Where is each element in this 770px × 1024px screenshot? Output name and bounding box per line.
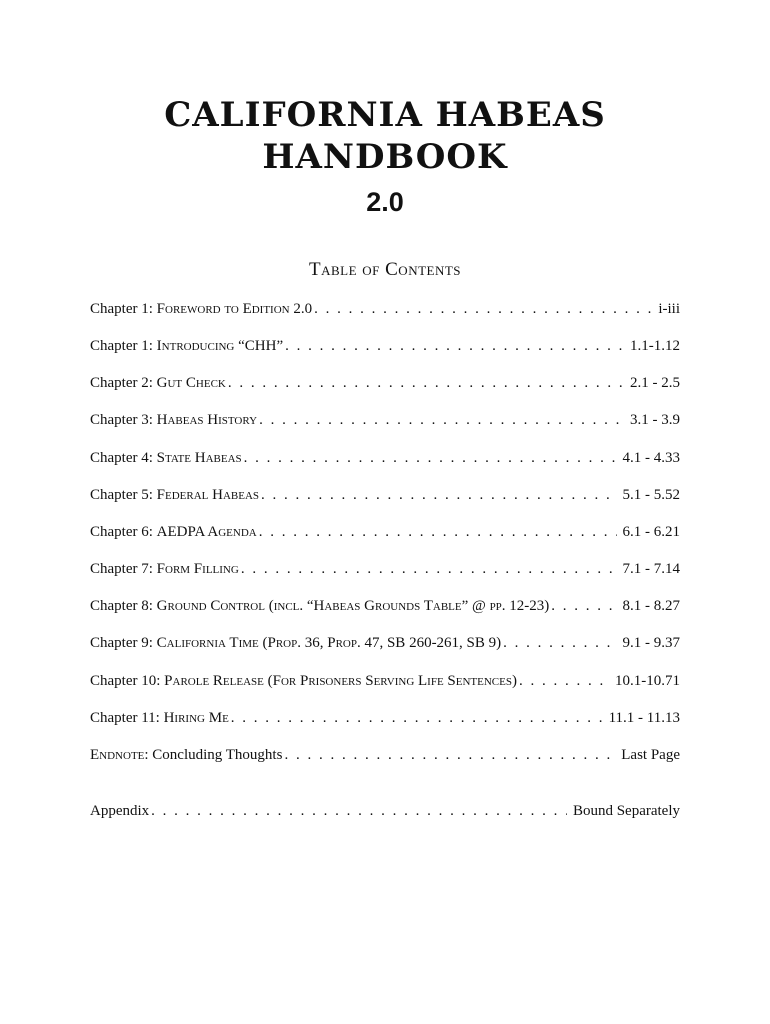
toc-entry-label [90,412,257,429]
toc-leader-dots [244,450,617,467]
toc-entry-page: 8.1 - 8.27 [622,598,680,614]
toc-entry[interactable] [90,524,680,546]
toc-entry-prefix: Chapter 9: [90,635,157,651]
toc-entry[interactable] [90,375,680,397]
toc-entry-page: 11.1 - 11.13 [608,710,680,726]
toc-entry-label [90,375,226,392]
toc-entry-prefix: Chapter 10: [90,673,165,689]
toc-leader-dots [228,375,624,392]
toc-entry-title: California Time (Prop. 36, Prop. 47, SB 260-261, SB 9) [156,635,502,651]
toc-entry-prefix: Chapter 5: [90,487,157,503]
toc-entry-prefix: Chapter 7: [90,561,157,577]
toc-entry-label [90,487,259,504]
toc-entry[interactable] [90,635,680,657]
toc-entry-page: 10.1-10.71 [615,673,680,689]
toc-entry-page: 4.1 - 4.33 [622,450,680,466]
edition-number: 2.0 [366,187,404,217]
toc-leader-dots [231,710,603,727]
toc-entry-title: Form Filling [156,561,239,577]
toc-entry-title: Ground Control (incl. “Habeas Grounds Table” @ pp. 12-23) [156,598,550,614]
toc-entry-title: Concluding Thoughts [152,747,283,763]
toc-entry-prefix: Appendix [90,803,150,819]
toc-leader-dots [151,803,567,820]
toc-entry-prefix: Chapter 8: [90,598,157,614]
toc-entry-label [90,524,257,541]
toc-leader-dots [285,338,624,355]
toc-leader-dots [259,524,617,541]
toc-entry-title: Gut Check [156,375,226,391]
toc-entry[interactable] [90,301,680,323]
toc-entry-prefix: Chapter 3: [90,412,157,428]
toc-leader-dots [241,561,617,578]
toc-entry-label [90,803,149,820]
toc-entry-label [90,747,282,764]
toc-entry[interactable] [90,673,680,695]
toc-entry-label [90,338,283,355]
toc-entry[interactable] [90,803,680,825]
toc-heading: Table of Contents [308,259,462,280]
toc-entry-label [90,673,517,690]
toc-entry-page: 5.1 - 5.52 [622,487,680,503]
toc-leader-dots [261,487,616,504]
toc-entry[interactable] [90,487,680,509]
toc-entry[interactable] [90,338,680,360]
toc-entry-page: Bound Separately [572,803,680,819]
toc-leader-dots [314,301,652,318]
document-title-line-2: HANDBOOK [262,137,508,177]
toc-leader-dots [259,412,624,429]
toc-entry[interactable] [90,747,680,769]
toc-entry-prefix: Chapter 6: [90,524,157,540]
toc-entry-title: Foreword to Edition 2.0 [156,301,313,317]
toc-entry-title: Parole Release (For Prisoners Serving Life Sentences) [164,673,517,689]
toc-entry[interactable] [90,561,680,583]
toc-leader-dots [284,747,615,764]
toc-entry-page: 1.1-1.12 [630,338,680,354]
toc-leader-dots [503,635,616,652]
toc-entry[interactable] [90,412,680,434]
toc-entry-title: Federal Habeas [156,487,260,503]
toc-entry-label [90,635,501,652]
toc-entry-prefix: Chapter 11: [90,710,164,726]
toc-entry-label [90,710,229,727]
toc-entry-page: 6.1 - 6.21 [622,524,680,540]
toc-entry-prefix: Chapter 1: [90,338,157,354]
toc-entry-page: Last Page [621,747,680,763]
toc-entry-title: AEDPA Agenda [156,524,257,540]
toc-entry[interactable] [90,710,680,732]
toc-entry-page: 2.1 - 2.5 [630,375,680,391]
toc-entry-title: State Habeas [156,450,242,466]
toc-entry-page: 3.1 - 3.9 [630,412,680,428]
toc-entry[interactable] [90,450,680,472]
toc-entry-label [90,561,239,578]
toc-entry-page: i-iii [658,301,680,317]
document-title-line-1: CALIFORNIA HABEAS [164,95,606,135]
toc-entry-page: 7.1 - 7.14 [622,561,680,577]
toc-entry-title: Habeas History [156,412,258,428]
toc-entry-prefix: Endnote: [90,747,153,763]
toc-entry-title: Introducing “CHH” [156,338,284,354]
toc-entry[interactable] [90,598,680,620]
toc-entry-prefix: Chapter 2: [90,375,157,391]
toc-entry-label [90,598,549,615]
toc-leader-dots [551,598,616,615]
toc-entry-title: Hiring Me [163,710,229,726]
toc-entry-page: 9.1 - 9.37 [622,635,680,651]
toc-entry-label [90,450,242,467]
toc-entry-prefix: Chapter 4: [90,450,157,466]
toc-leader-dots [519,673,609,690]
toc-entry-prefix: Chapter 1: [90,301,157,317]
toc-entry-label [90,301,312,318]
